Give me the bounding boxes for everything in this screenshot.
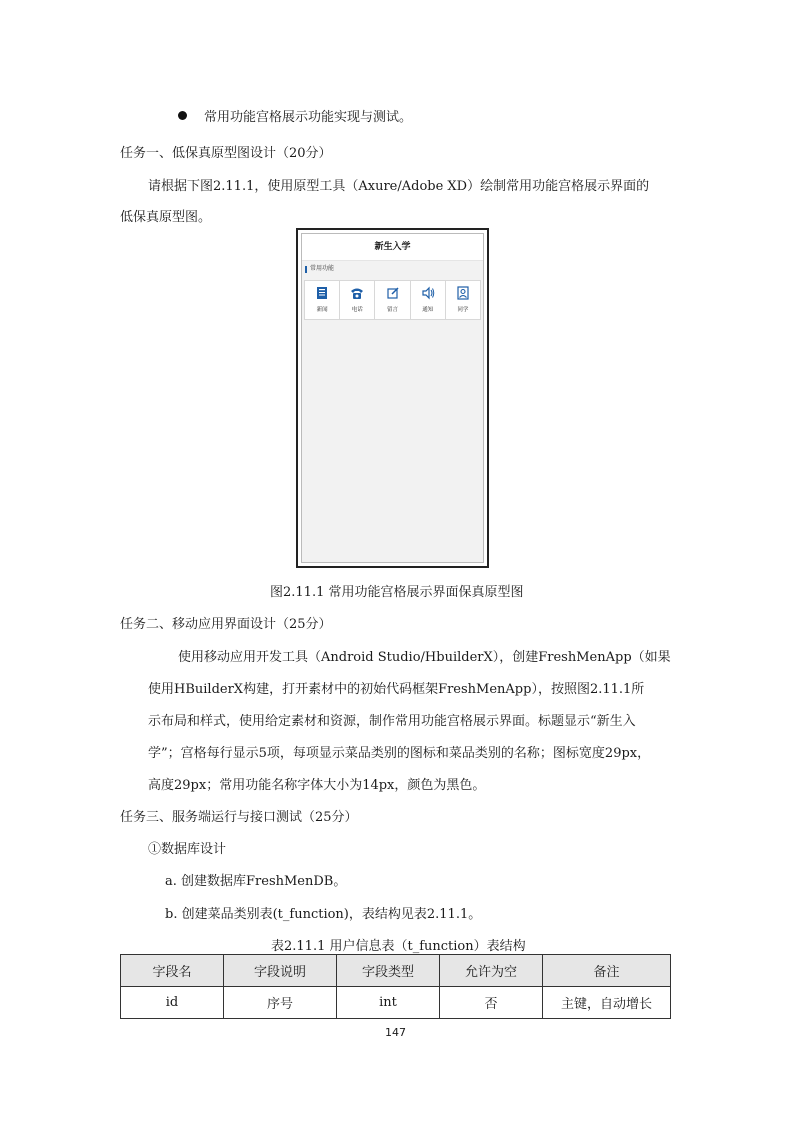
table-cell: 主键，自动增长 (543, 987, 671, 1019)
grid-item-label: 电话 (351, 307, 363, 313)
table-header-cell: 字段说明 (224, 955, 337, 987)
phone-mockup (296, 228, 489, 568)
table-header-cell: 备注 (543, 955, 671, 987)
table-header-cell: 字段类型 (337, 955, 440, 987)
table-caption: 表2.11.1 用户信息表（t_function）表结构 (271, 939, 526, 954)
news-icon (315, 286, 329, 300)
task2-line5: 高度29px；常用功能名称字体大小为14px，颜色为黑色。 (148, 778, 486, 793)
edit-icon (386, 286, 400, 300)
task3-subtitle: ①数据库设计 (148, 842, 227, 857)
task1-line2: 低保真原型图。 (120, 210, 212, 225)
task3-item-a: a. 创建数据库FreshMenDB。 (165, 874, 347, 889)
table-cell: id (121, 987, 224, 1019)
task2-line2: 使用HBuilderX构建，打开素材中的初始代码框架FreshMenApp），按照图2.11.1所 (148, 682, 645, 697)
task3-item-b: b. 创建菜品类别表(t_function)，表结构见表2.11.1。 (165, 907, 482, 922)
mockup-section-title: 常用功能 (310, 265, 335, 272)
bullet-text: 常用功能宫格展示功能实现与测试。 (204, 110, 413, 125)
grid-item-phone[interactable] (340, 281, 375, 319)
task2-line1: 使用移动应用开发工具（Android Studio/HbuilderX），创建FreshMenApp（如果 (178, 650, 671, 665)
table-cell: int (337, 987, 440, 1019)
field-structure-table (120, 954, 671, 1019)
section-accent-bar (305, 266, 307, 273)
grid-item-classmate[interactable] (446, 281, 480, 319)
grid-item-message[interactable] (375, 281, 410, 319)
task2-title: 任务二、移动应用界面设计（25分） (120, 617, 332, 632)
grid-item-label: 留言 (387, 307, 399, 313)
speaker-icon (421, 286, 435, 300)
phone-screen (301, 233, 484, 563)
contact-icon (456, 286, 470, 300)
phone-icon (350, 286, 364, 300)
table-header-cell: 允许为空 (440, 955, 543, 987)
table-cell: 否 (440, 987, 543, 1019)
task3-title: 任务三、服务端运行与接口测试（25分） (120, 810, 358, 825)
task1-line1: 请根据下图2.11.1，使用原型工具（Axure/Adobe XD）绘制常用功能宫格展示界面的 (148, 179, 650, 194)
figure-caption: 图2.11.1 常用功能宫格展示界面保真原型图 (270, 585, 524, 600)
task1-title: 任务一、低保真原型图设计（20分） (120, 146, 332, 161)
table-row (121, 987, 671, 1019)
table-header-cell: 字段名 (121, 955, 224, 987)
table-cell: 序号 (224, 987, 337, 1019)
grid-item-news[interactable] (305, 281, 340, 319)
grid-item-label: 新闻 (316, 307, 328, 313)
grid-item-label: 通知 (422, 307, 434, 313)
task2-line4: 学”；宫格每行显示5项，每项显示菜品类别的图标和菜品类别的名称；图标宽度29px， (148, 746, 651, 761)
mockup-header-title: 新生入学 (302, 234, 483, 261)
function-grid (304, 280, 481, 320)
table-header-row (121, 955, 671, 987)
grid-item-label: 同学 (457, 307, 469, 313)
grid-item-notice[interactable] (411, 281, 446, 319)
task2-line3: 示布局和样式，使用给定素材和资源，制作常用功能宫格展示界面。标题显示“新生入 (148, 714, 636, 729)
bullet-dot (178, 111, 187, 120)
page-number: 147 (385, 1026, 406, 1039)
